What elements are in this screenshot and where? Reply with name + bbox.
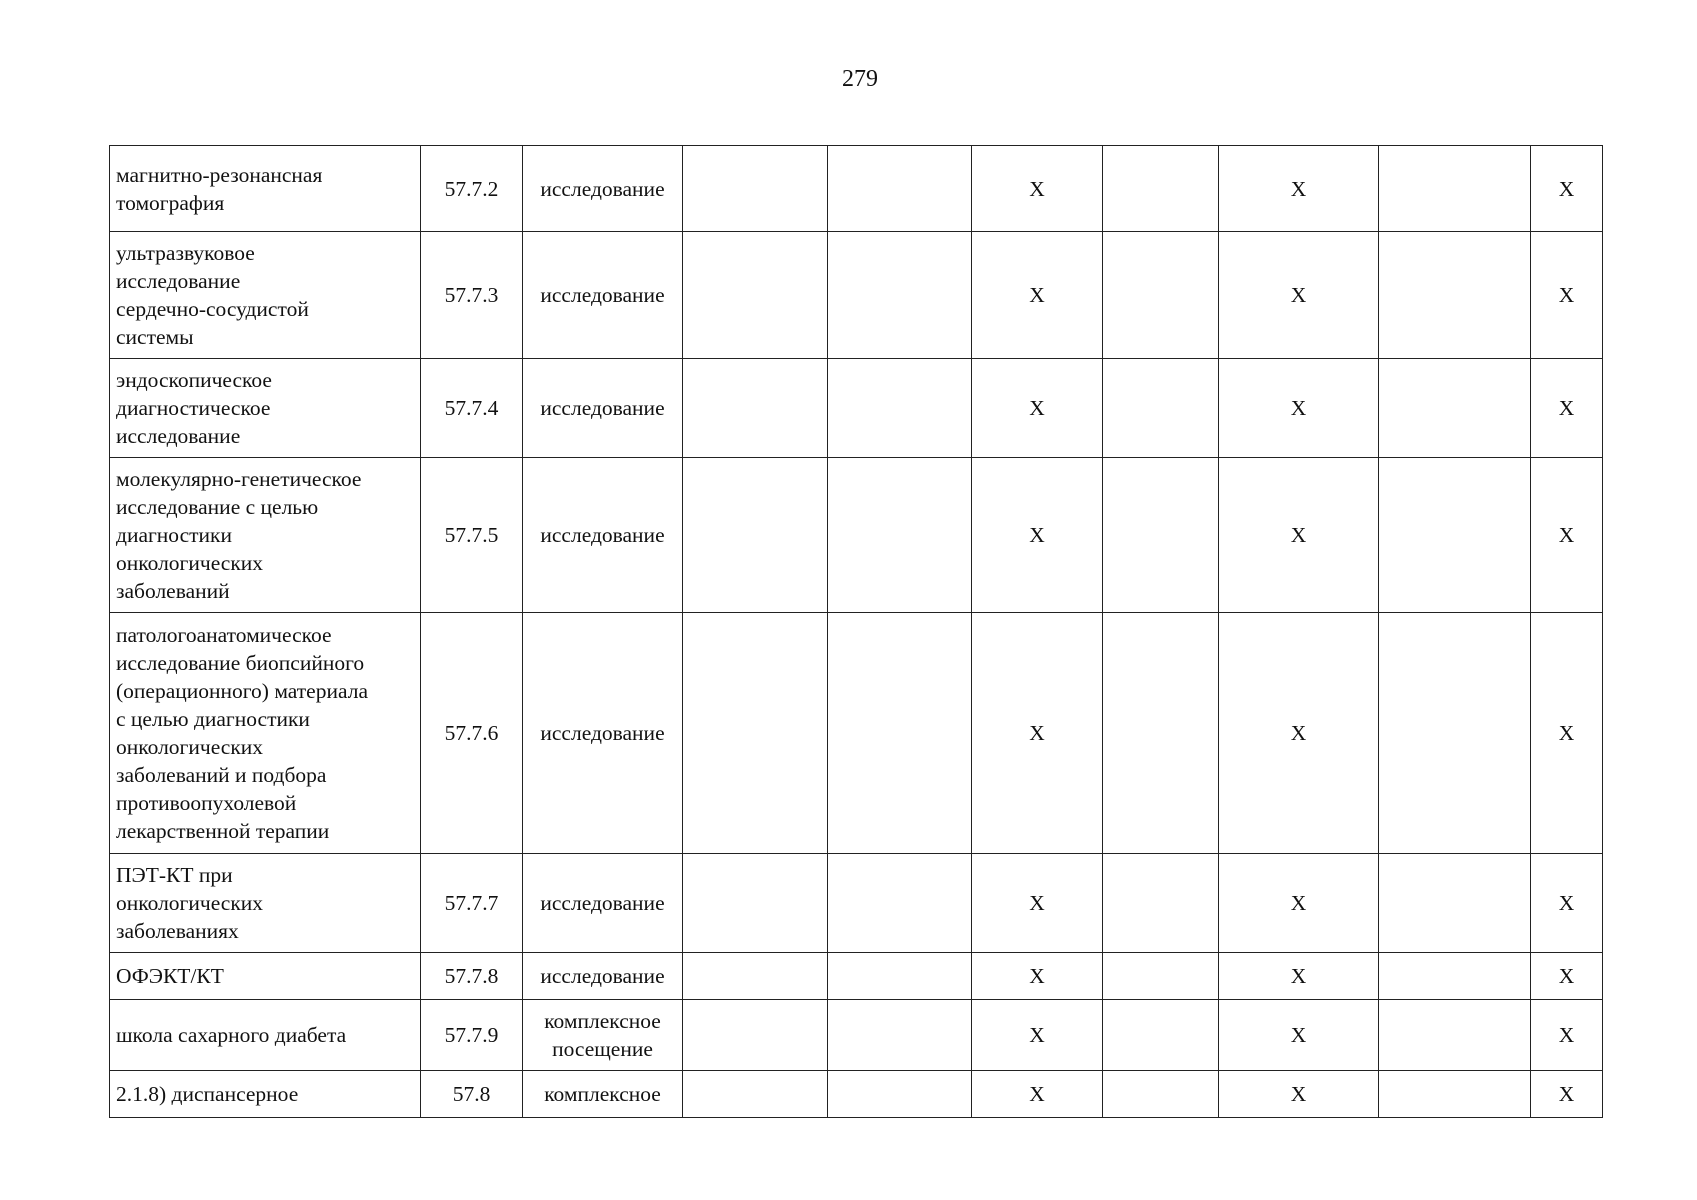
empty-cell [1379,854,1531,953]
x-mark-cell: X [972,146,1103,232]
unit-cell [523,854,683,953]
empty-cell [828,232,972,359]
empty-cell [1379,1071,1531,1118]
empty-cell [683,1071,828,1118]
unit-cell [523,613,683,854]
service-name-cell [110,146,421,232]
unit-line: исследование [540,891,665,915]
service-name-cell [110,458,421,613]
table-row [110,232,1603,359]
unit-cell [523,359,683,458]
x-mark-cell: X [1531,1000,1603,1071]
empty-cell [828,854,972,953]
service-code-cell: 57.7.7 [421,854,523,953]
service-code-cell: 57.7.3 [421,232,523,359]
service-name-line: эндоскопическое [116,368,272,392]
empty-cell [1379,232,1531,359]
x-mark-cell: X [1531,854,1603,953]
service-name-line: заболеваний [116,579,230,603]
service-name-line: молекулярно-генетическое [116,467,362,491]
x-mark-cell: X [1219,232,1379,359]
unit-cell [523,146,683,232]
service-name-line: ПЭТ-КТ при [116,863,233,887]
unit-line: комплексное [544,1009,661,1033]
x-mark-cell: X [972,359,1103,458]
empty-cell [683,146,828,232]
table-row [110,146,1603,232]
x-mark-cell: X [1219,953,1379,1000]
service-name-line: системы [116,325,194,349]
x-mark-cell: X [1219,359,1379,458]
service-name-line: онкологических [116,891,264,915]
x-mark-cell: X [972,854,1103,953]
empty-cell [683,613,828,854]
service-code-cell: 57.8 [421,1071,523,1118]
x-mark-cell: X [1219,146,1379,232]
x-mark-cell: X [1219,854,1379,953]
table-row [110,854,1603,953]
service-code-cell: 57.7.2 [421,146,523,232]
services-table [109,145,1603,1118]
service-name-line: онкологических [116,735,264,759]
service-name-line: противоопухолевой [116,791,297,815]
empty-cell [683,1000,828,1071]
x-mark-cell: X [1219,458,1379,613]
service-name-line: исследование биопсийного [116,651,365,675]
service-name-line: магнитно-резонансная [116,162,323,187]
empty-cell [828,1000,972,1071]
empty-cell [828,458,972,613]
unit-line: исследование [540,523,665,547]
service-name-line: заболеваний и подбора [116,763,327,787]
empty-cell [683,359,828,458]
empty-cell [1103,146,1219,232]
service-name-line: заболеваниях [116,919,239,943]
table-row [110,953,1603,1000]
empty-cell [1379,359,1531,458]
x-mark-cell: X [1531,953,1603,1000]
table-row [110,1000,1603,1071]
table-row [110,613,1603,854]
page-number: 279 [842,66,878,92]
service-name-cell [110,953,421,1000]
empty-cell [1103,232,1219,359]
service-name-line: школа сахарного диабета [116,1023,347,1047]
service-name-line: исследование [116,269,241,293]
empty-cell [828,359,972,458]
table-row [110,1071,1603,1118]
empty-cell [1379,613,1531,854]
x-mark-cell: X [1219,1071,1379,1118]
service-code-cell: 57.7.5 [421,458,523,613]
x-mark-cell: X [1219,1000,1379,1071]
service-code-cell: 57.7.4 [421,359,523,458]
service-name-line: лекарственной терапии [116,819,330,843]
x-mark-cell: X [1531,613,1603,854]
empty-cell [1379,953,1531,1000]
unit-line: исследование [540,176,665,201]
service-name-line: 2.1.8) диспансерное [116,1082,299,1106]
service-name-line: онкологических [116,551,264,575]
x-mark-cell: X [972,1071,1103,1118]
x-mark-cell: X [972,458,1103,613]
service-name-line: патологоанатомическое [116,623,332,647]
empty-cell [1379,458,1531,613]
empty-cell [1103,613,1219,854]
table-row [110,359,1603,458]
unit-line: комплексное [544,1082,661,1106]
unit-line: исследование [540,283,665,307]
empty-cell [683,854,828,953]
service-code-cell: 57.7.6 [421,613,523,854]
x-mark-cell: X [1531,146,1603,232]
x-mark-cell: X [972,232,1103,359]
empty-cell [683,458,828,613]
service-name-line: ОФЭКТ/КТ [116,964,224,988]
service-code-cell: 57.7.9 [421,1000,523,1071]
empty-cell [1103,359,1219,458]
service-name-cell [110,359,421,458]
empty-cell [828,1071,972,1118]
table-body [110,146,1603,1118]
service-code-cell: 57.7.8 [421,953,523,1000]
empty-cell [1379,146,1531,232]
x-mark-cell: X [972,613,1103,854]
unit-cell [523,1071,683,1118]
x-mark-cell: X [1531,1071,1603,1118]
empty-cell [1103,458,1219,613]
empty-cell [683,953,828,1000]
unit-line: исследование [540,721,665,745]
empty-cell [828,953,972,1000]
x-mark-cell: X [1531,458,1603,613]
service-name-cell [110,613,421,854]
x-mark-cell: X [972,1000,1103,1071]
service-name-cell [110,232,421,359]
service-name-cell [110,854,421,953]
service-name-line: диагностики [116,523,232,547]
x-mark-cell: X [1531,359,1603,458]
table-row [110,458,1603,613]
service-name-cell [110,1071,421,1118]
x-mark-cell: X [972,953,1103,1000]
unit-line: исследование [540,396,665,420]
unit-line: исследование [540,964,665,988]
service-name-line: ультразвуковое [116,241,255,265]
x-mark-cell: X [1531,232,1603,359]
empty-cell [828,613,972,854]
service-name-line: диагностическое [116,396,271,420]
service-name-line: томография [116,190,225,215]
service-name-cell [110,1000,421,1071]
unit-cell [523,1000,683,1071]
unit-line: посещение [552,1037,653,1061]
service-name-line: с целью диагностики [116,707,310,731]
empty-cell [683,232,828,359]
empty-cell [1103,953,1219,1000]
service-name-line: (операционного) материала [116,679,368,703]
service-name-line: исследование с целью [116,495,319,519]
unit-cell [523,232,683,359]
empty-cell [1103,1071,1219,1118]
empty-cell [1103,854,1219,953]
unit-cell [523,458,683,613]
empty-cell [1103,1000,1219,1071]
service-name-line: сердечно-сосудистой [116,297,309,321]
x-mark-cell: X [1219,613,1379,854]
unit-cell [523,953,683,1000]
empty-cell [1379,1000,1531,1071]
empty-cell [828,146,972,232]
service-name-line: исследование [116,424,241,448]
